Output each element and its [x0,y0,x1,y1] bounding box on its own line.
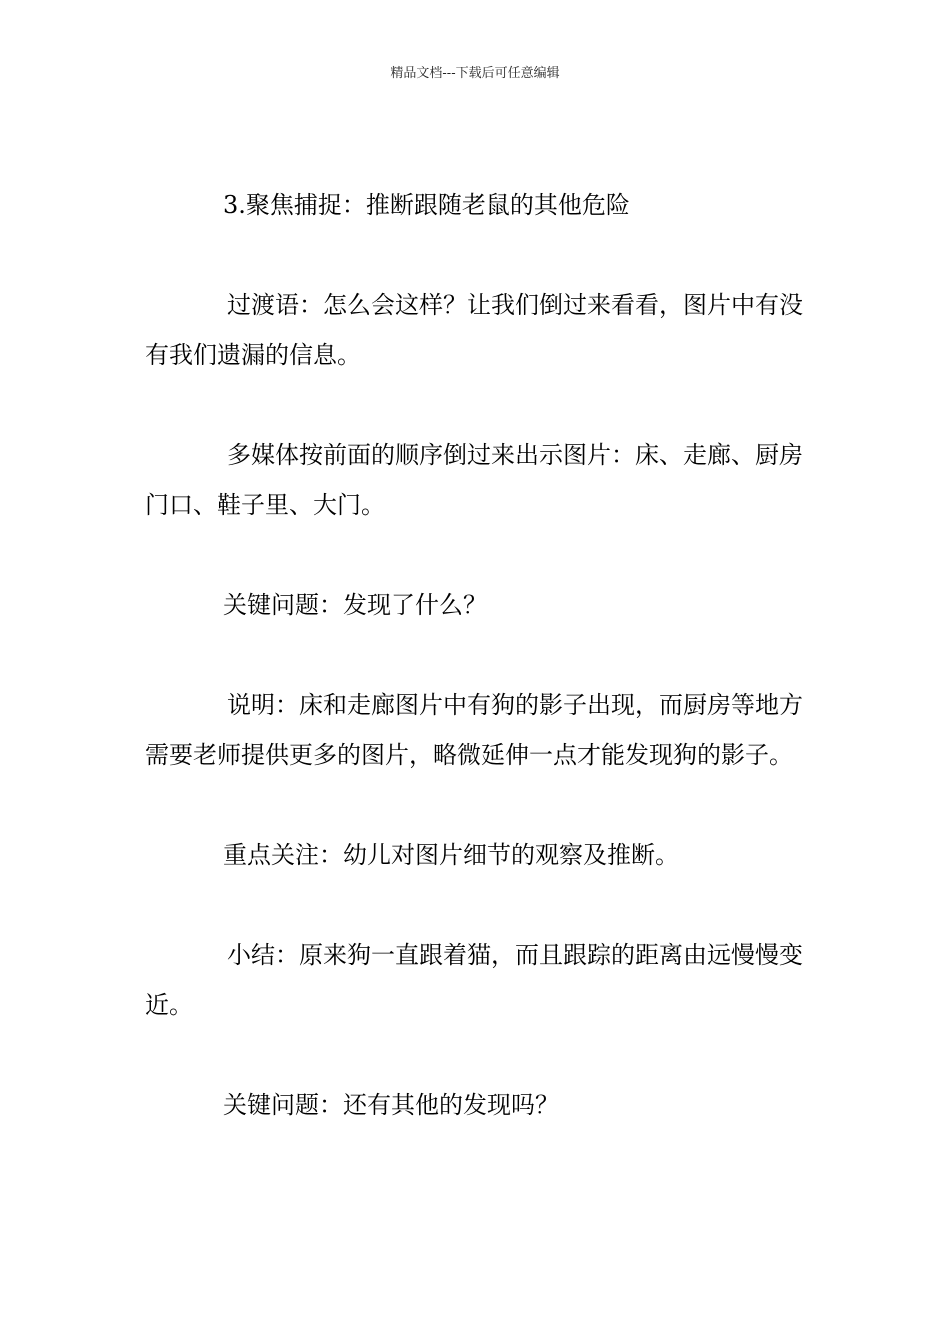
page-header: 精品文档---下载后可任意编辑 [390,66,560,81]
paragraph-transition: 过渡语：怎么会这样？让我们倒过来看看，图片中有没有我们遗漏的信息。 [145,291,803,369]
paragraph-explanation: 说明：床和走廊图片中有狗的影子出现，而厨房等地方需要老师提供更多的图片，略微延伸一点才能发现狗的影子。 [145,691,803,769]
paragraph-multimedia: 多媒体按前面的顺序倒过来出示图片：床、走廊、厨房门口、鞋子里、大门。 [145,441,803,519]
section-heading: 3.聚焦捕捉：推断跟随老鼠的其他危险 [223,191,630,219]
paragraph-key-question-2: 关键问题：还有其他的发现吗？ [223,1091,559,1119]
paragraph-key-question-1: 关键问题：发现了什么？ [223,591,487,619]
paragraph-focus: 重点关注：幼儿对图片细节的观察及推断。 [223,841,679,869]
paragraph-summary: 小结：原来狗一直跟着猫，而且跟踪的距离由远慢慢变近。 [145,941,803,1019]
document-body [145,180,810,1180]
